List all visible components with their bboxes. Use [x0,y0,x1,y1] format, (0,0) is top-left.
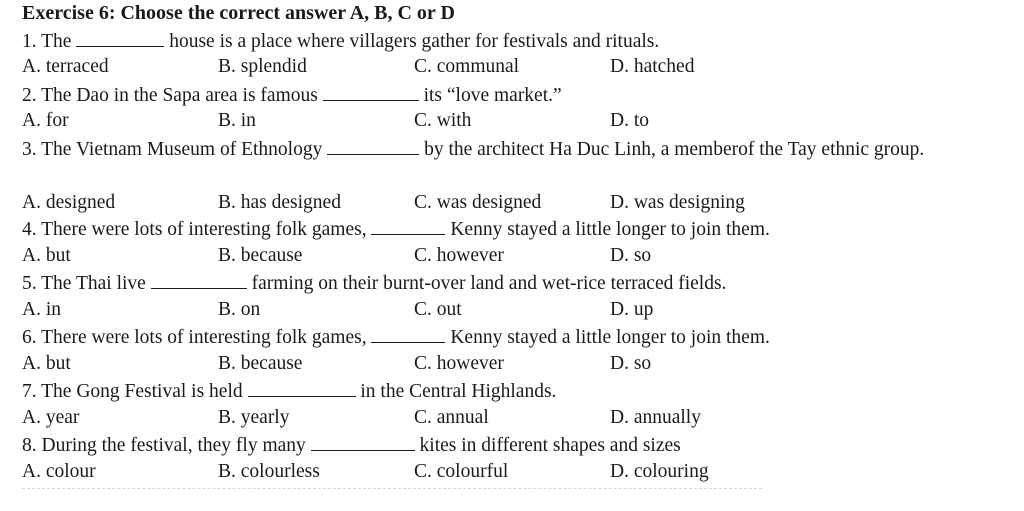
question-8-option-c[interactable]: C. colourful [414,461,509,482]
question-1-stem [22,30,659,54]
question-8-blank[interactable] [311,434,415,451]
question-8-option-b[interactable]: B. colourless [218,461,320,482]
question-3-text: 3. The Vietnam Museum of Ethnology [22,139,323,160]
question-2-option-b[interactable]: B. in [218,110,256,131]
question-4-options [22,245,822,269]
question-6-text: 6. There were lots of interesting folk games, [22,327,367,348]
question-4-option-a[interactable]: A. but [22,245,71,266]
question-2-option-a[interactable]: A. for [22,110,69,131]
question-7-text: 7. The Gong Festival is held [22,381,243,402]
question-7-option-b[interactable]: B. yearly [218,407,290,428]
question-5-blank[interactable] [151,272,247,289]
question-7-option-c[interactable]: C. annual [414,407,489,428]
question-4-text-after: Kenny stayed a little longer to join them. [450,219,770,240]
worksheet-page [22,0,1012,511]
question-4-option-d[interactable]: D. so [610,245,652,266]
question-7-stem [22,380,556,404]
question-1-options [22,56,822,80]
question-8-option-a[interactable]: A. colour [22,461,96,482]
cutoff-divider [22,488,762,491]
question-6-option-c[interactable]: C. however [414,353,504,374]
question-8-options [22,461,822,485]
question-8-text-after: kites in different shapes and sizes [419,435,681,456]
question-5-option-c[interactable]: C. out [414,299,462,320]
question-5-option-a[interactable]: A. in [22,299,61,320]
question-1-blank[interactable] [76,30,164,47]
question-3-stem [22,137,997,163]
question-4-option-c[interactable]: C. however [414,245,504,266]
question-1-option-d[interactable]: D. hatched [610,56,695,77]
question-1-option-a[interactable]: A. terraced [22,56,109,77]
question-6-text-after: Kenny stayed a little longer to join them. [450,327,770,348]
question-4-blank[interactable] [371,218,445,235]
question-3-option-b[interactable]: B. has designed [218,192,341,213]
exercise-title: Exercise 6: Choose the correct answer A, B, C or D [22,2,455,24]
question-6-option-d[interactable]: D. so [610,353,652,374]
question-3-option-d[interactable]: D. was designing [610,192,745,213]
question-3-text-after: by the architect Ha Duc Linh, a memberof the Tay ethnic group. [424,139,925,160]
question-2-blank[interactable] [323,84,419,101]
question-8-text: 8. During the festival, they fly many [22,435,306,456]
question-2-option-d[interactable]: D. to [610,110,649,131]
question-7-blank[interactable] [248,380,356,397]
question-7-option-a[interactable]: A. year [22,407,80,428]
question-7-option-d[interactable]: D. annually [610,407,701,428]
question-4-text: 4. There were lots of interesting folk games, [22,219,367,240]
question-5-options [22,299,822,323]
question-4-option-b[interactable]: B. because [218,245,303,266]
question-3-option-c[interactable]: C. was designed [414,192,542,213]
question-3-blank[interactable] [327,138,419,155]
question-7-options [22,407,822,431]
question-2-stem [22,84,562,108]
question-3-option-a[interactable]: A. designed [22,192,116,213]
question-5-text: 5. The Thai live [22,273,146,294]
question-7-text-after: in the Central Highlands. [360,381,557,402]
question-4-stem [22,218,770,242]
question-2-options [22,110,822,134]
question-2-option-c[interactable]: C. with [414,110,472,131]
question-6-stem [22,326,770,350]
question-3-options [22,192,822,216]
question-6-option-a[interactable]: A. but [22,353,71,374]
question-6-options [22,353,822,377]
question-8-stem [22,434,681,458]
question-2-text-after: its “love market.” [423,85,562,106]
question-8-option-d[interactable]: D. colouring [610,461,709,482]
question-5-option-b[interactable]: B. on [218,299,261,320]
question-1-option-c[interactable]: C. communal [414,56,520,77]
question-5-text-after: farming on their burnt-over land and wet-rice terraced fields. [251,273,727,294]
question-1-text-after: house is a place where villagers gather for festivals and rituals. [169,31,660,52]
question-1-option-b[interactable]: B. splendid [218,56,307,77]
question-6-option-b[interactable]: B. because [218,353,303,374]
question-5-stem [22,272,726,296]
question-1-text: 1. The [22,31,72,52]
question-5-option-d[interactable]: D. up [610,299,654,320]
question-6-blank[interactable] [371,326,445,343]
question-2-text: 2. The Dao in the Sapa area is famous [22,85,318,106]
